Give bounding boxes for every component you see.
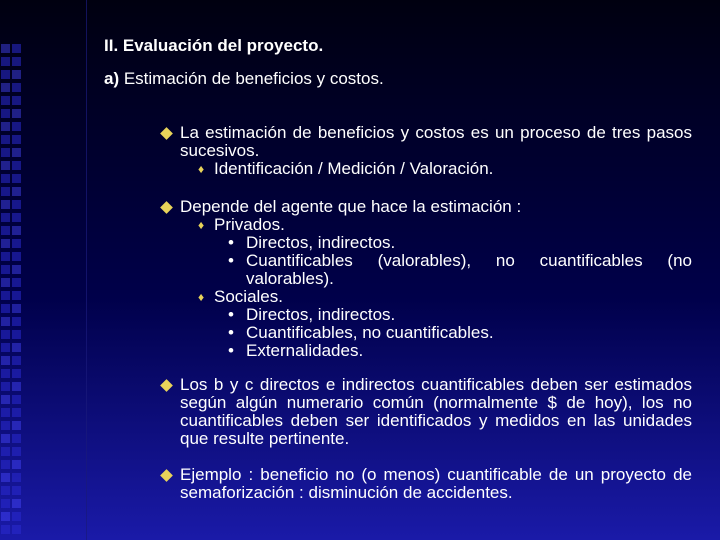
small-diamond-icon: ♦ — [198, 290, 205, 304]
decorative-square — [1, 70, 10, 79]
diamond-bullet-icon — [160, 201, 173, 214]
decorative-square — [1, 317, 10, 326]
decorative-square — [12, 356, 21, 365]
subsub-item-text: Cuantificables, no cuantificables. — [246, 323, 494, 342]
decorative-square — [1, 525, 10, 534]
decorative-square — [1, 486, 10, 495]
decorative-square — [12, 525, 21, 534]
decorative-square — [1, 499, 10, 508]
decorative-square — [12, 317, 21, 326]
decorative-square — [1, 304, 10, 313]
decorative-square — [1, 460, 10, 469]
decorative-square — [12, 265, 21, 274]
decorative-square — [12, 187, 21, 196]
decorative-square — [12, 174, 21, 183]
bullet-2-sub-1-item-1 — [180, 234, 692, 252]
bullet-2-sub-2-item-1 — [180, 306, 692, 324]
bullet-3-text: Los b y c directos e indirectos cuantificables deben ser estimados según algún numerario común (normalmente $ de hoy), los no cuantificables deben ser identificados y medidos en las unidades que resulte pertinente. — [180, 375, 692, 448]
decorative-square — [12, 447, 21, 456]
small-diamond-icon: ♦ — [198, 162, 205, 176]
decorative-square — [1, 213, 10, 222]
decorative-square — [1, 473, 10, 482]
subsub-item-text: Cuantificables (valorables), no cuantificables (no valorables). — [246, 251, 692, 288]
decorative-square — [12, 70, 21, 79]
decorative-square — [1, 330, 10, 339]
decorative-square — [12, 200, 21, 209]
bullet-dot-icon: • — [228, 341, 234, 360]
decorative-square — [1, 174, 10, 183]
bullet-dot-icon: • — [228, 305, 234, 324]
decorative-square — [12, 408, 21, 417]
decorative-square — [12, 278, 21, 287]
subsub-item-text: Directos, indirectos. — [246, 233, 396, 252]
decorative-square — [1, 44, 10, 53]
sub-item-text: Privados. — [214, 215, 285, 234]
decorative-square — [12, 122, 21, 131]
decorative-square — [12, 148, 21, 157]
decorative-square — [12, 369, 21, 378]
decorative-square — [12, 304, 21, 313]
decorative-square — [12, 395, 21, 404]
decorative-square — [1, 369, 10, 378]
decorative-square — [1, 109, 10, 118]
bullet-2-sub-1 — [180, 216, 692, 234]
decorative-square — [1, 187, 10, 196]
decorative-square-strip — [0, 0, 22, 540]
bullet-1-sub-1 — [180, 160, 692, 178]
diamond-bullet-icon — [160, 127, 173, 140]
decorative-square — [12, 96, 21, 105]
decorative-square — [12, 44, 21, 53]
decorative-square — [1, 343, 10, 352]
subsub-item-text: Directos, indirectos. — [246, 305, 396, 324]
slide-title: II. Evaluación del proyecto. — [104, 36, 324, 55]
decorative-square — [1, 447, 10, 456]
decorative-square — [1, 265, 10, 274]
decorative-square — [1, 512, 10, 521]
diamond-bullet-icon — [160, 379, 173, 392]
decorative-square — [1, 57, 10, 66]
bullet-dot-icon: • — [228, 233, 234, 252]
decorative-square — [1, 434, 10, 443]
decorative-square — [1, 96, 10, 105]
decorative-square — [12, 57, 21, 66]
bullet-2-sub-2 — [180, 288, 692, 306]
decorative-square — [12, 135, 21, 144]
decorative-square — [12, 291, 21, 300]
bullet-2-sub-1-item-2 — [180, 252, 692, 288]
decorative-square — [1, 252, 10, 261]
decorative-square — [12, 161, 21, 170]
sub-item-text: Sociales. — [214, 287, 283, 306]
decorative-square — [1, 200, 10, 209]
decorative-square — [1, 122, 10, 131]
decorative-square — [12, 252, 21, 261]
decorative-square — [12, 382, 21, 391]
bullet-2-text: Depende del agente que hace la estimación : — [180, 197, 522, 216]
subtitle-text: Estimación de beneficios y costos. — [119, 69, 384, 88]
decorative-square — [1, 356, 10, 365]
decorative-square — [12, 226, 21, 235]
decorative-square — [1, 408, 10, 417]
subtitle-prefix: a) — [104, 69, 120, 88]
bullet-2-sub-2-item-3 — [180, 342, 692, 360]
sub-item-text: Identificación / Medición / Valoración. — [214, 159, 494, 178]
divider-line — [86, 0, 87, 540]
decorative-square — [1, 83, 10, 92]
bullet-1-text: La estimación de beneficios y costos es un proceso de tres pasos sucesivos. — [180, 123, 692, 160]
decorative-square — [12, 460, 21, 469]
bullet-dot-icon: • — [228, 323, 234, 342]
decorative-square — [12, 83, 21, 92]
decorative-square — [12, 421, 21, 430]
bullet-dot-icon: • — [228, 251, 234, 270]
slide-subtitle — [104, 69, 384, 89]
decorative-square — [1, 135, 10, 144]
diamond-bullet-icon — [160, 469, 173, 482]
decorative-square — [1, 148, 10, 157]
decorative-square — [1, 278, 10, 287]
decorative-square — [1, 291, 10, 300]
decorative-square — [1, 226, 10, 235]
decorative-square — [1, 395, 10, 404]
decorative-square — [12, 486, 21, 495]
bullet-4-text: Ejemplo : beneficio no (o menos) cuantificable de un proyecto de semaforización : disminución de accidentes. — [180, 465, 692, 502]
decorative-square — [12, 499, 21, 508]
decorative-square — [12, 239, 21, 248]
decorative-square — [12, 330, 21, 339]
small-diamond-icon: ♦ — [198, 218, 205, 232]
subsub-item-text: Externalidades. — [246, 341, 364, 360]
decorative-square — [12, 109, 21, 118]
decorative-square — [12, 512, 21, 521]
decorative-square — [1, 239, 10, 248]
decorative-square — [12, 213, 21, 222]
decorative-square — [12, 343, 21, 352]
decorative-square — [12, 434, 21, 443]
decorative-square — [1, 382, 10, 391]
decorative-square — [12, 473, 21, 482]
decorative-square — [1, 161, 10, 170]
bullet-2-sub-2-item-2 — [180, 324, 692, 342]
decorative-square — [1, 421, 10, 430]
